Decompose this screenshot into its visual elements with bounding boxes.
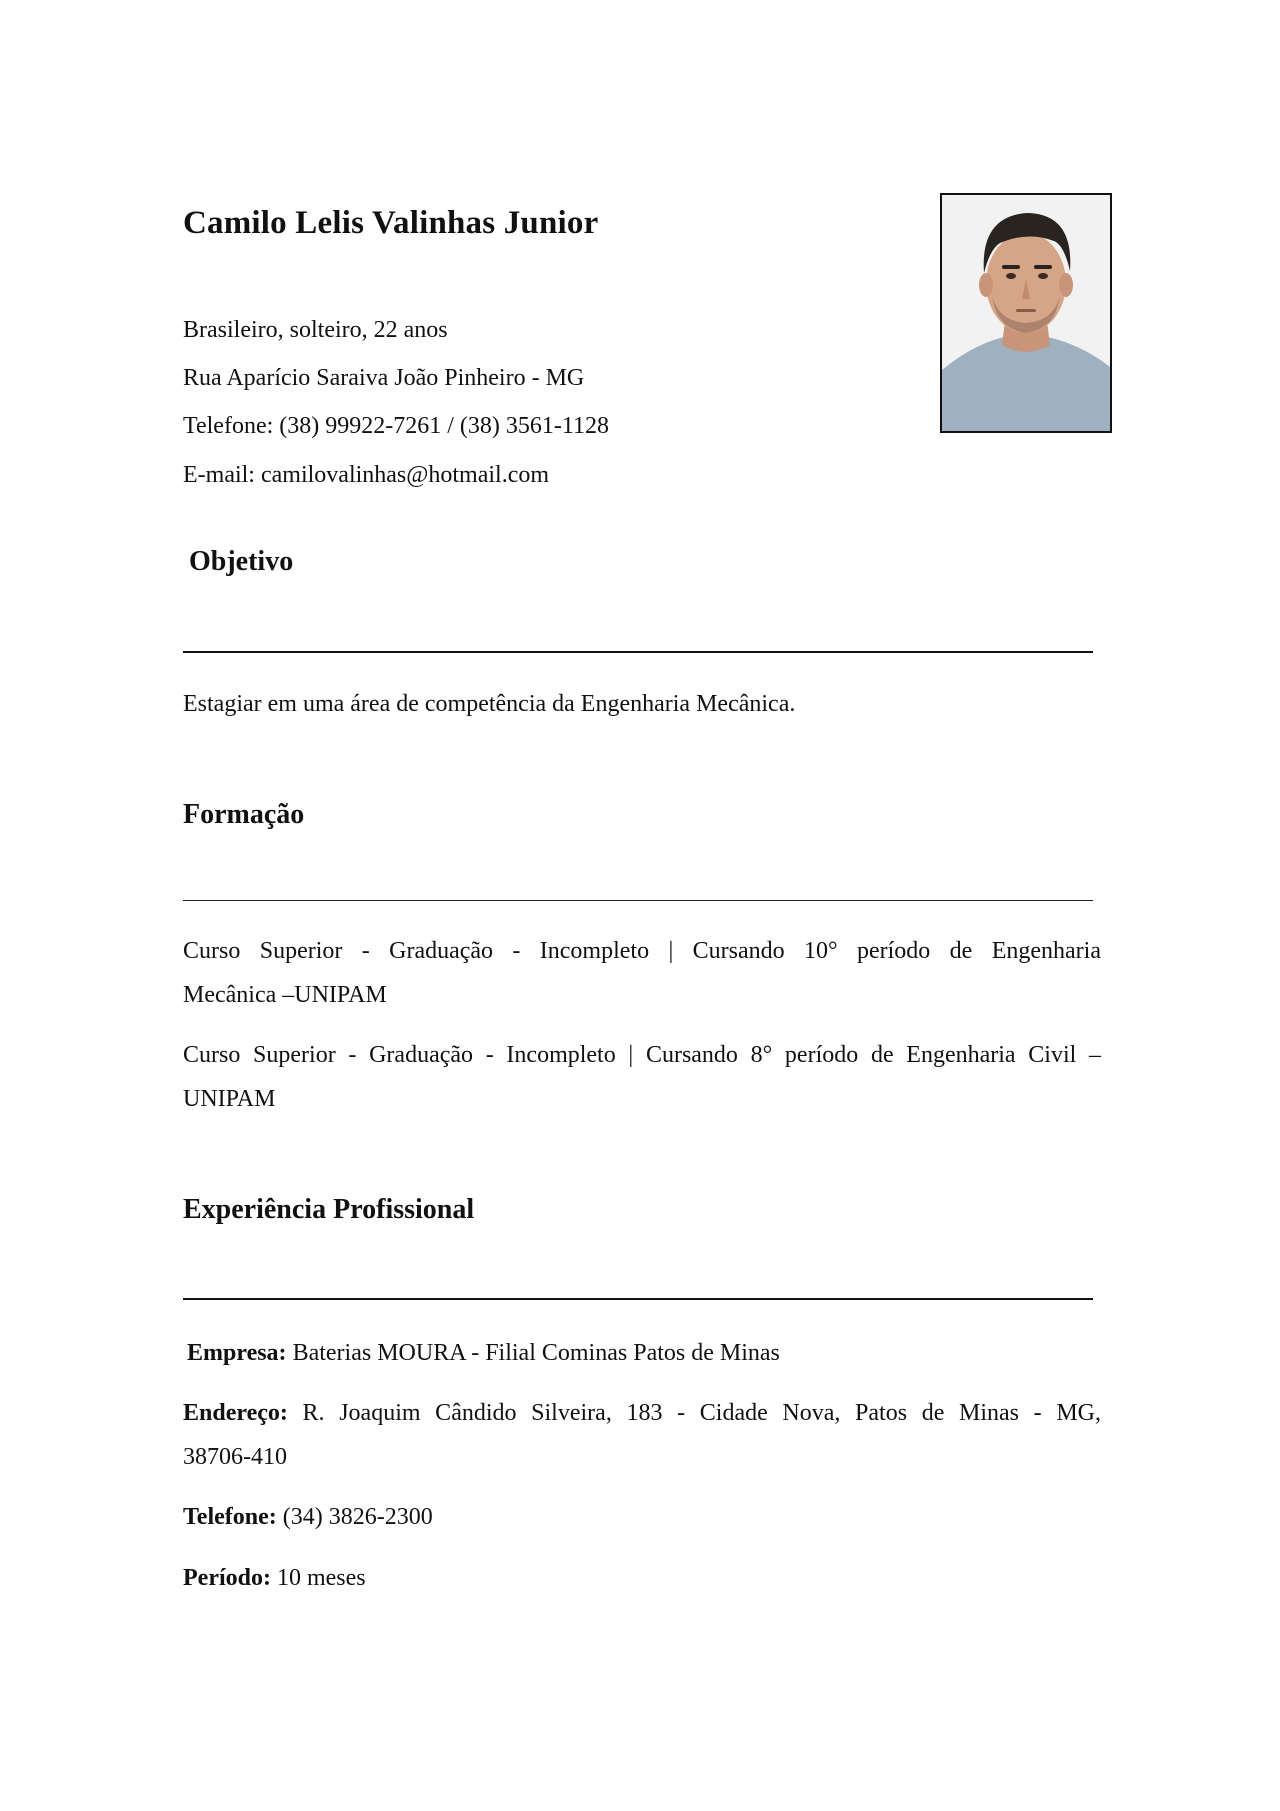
- empresa-label: Empresa:: [187, 1340, 287, 1366]
- formacao-item-1-line1: Curso Superior - Graduação - Incompleto | Cursando 10° período de Engenharia: [183, 938, 1101, 964]
- candidate-name: Camilo Lelis Valinhas Junior: [183, 205, 599, 241]
- periodo-value: 10 meses: [270, 1565, 366, 1591]
- experiencia-divider: [183, 1298, 1093, 1300]
- address: Rua Aparício Saraiva João Pinheiro - MG: [183, 365, 585, 391]
- formacao-title: Formação: [183, 799, 305, 830]
- email: E-mail: camilovalinhas@hotmail.com: [183, 462, 550, 488]
- telefone-label: Telefone:: [183, 1504, 277, 1530]
- portrait-photo: [940, 193, 1112, 433]
- portrait-illustration: [942, 195, 1110, 431]
- periodo-label: Período:: [183, 1565, 271, 1591]
- telefone-field: [183, 1502, 433, 1532]
- formacao-item-1-line2: Mecânica –UNIPAM: [183, 982, 387, 1008]
- empresa-field: [187, 1338, 780, 1368]
- formacao-item-2-line2: UNIPAM: [183, 1086, 276, 1112]
- formacao-divider: [183, 900, 1093, 901]
- endereco-label: Endereço:: [183, 1400, 288, 1426]
- telefone-value: (34) 3826-2300: [276, 1504, 433, 1530]
- empresa-value: Baterias MOURA - Filial Cominas Patos de Minas: [286, 1340, 780, 1366]
- objetivo-text: Estagiar em uma área de competência da Engenharia Mecânica.: [183, 691, 796, 717]
- experiencia-title: Experiência Profissional: [183, 1194, 475, 1225]
- objetivo-divider: [183, 651, 1093, 653]
- periodo-field: [183, 1563, 366, 1593]
- personal-info: Brasileiro, solteiro, 22 anos: [183, 317, 448, 343]
- endereco-field: [183, 1392, 1101, 1435]
- phone: Telefone: (38) 99922-7261 / (38) 3561-1128: [183, 413, 609, 439]
- endereco-value: R. Joaquim Cândido Silveira, 183 - Cidade Nova, Patos de Minas - MG,: [287, 1400, 1101, 1426]
- objetivo-title: Objetivo: [189, 546, 294, 577]
- endereco-cep: 38706-410: [183, 1444, 287, 1470]
- formacao-item-2-line1: Curso Superior - Graduação - Incompleto | Cursando 8° período de Engenharia Civil –: [183, 1042, 1101, 1068]
